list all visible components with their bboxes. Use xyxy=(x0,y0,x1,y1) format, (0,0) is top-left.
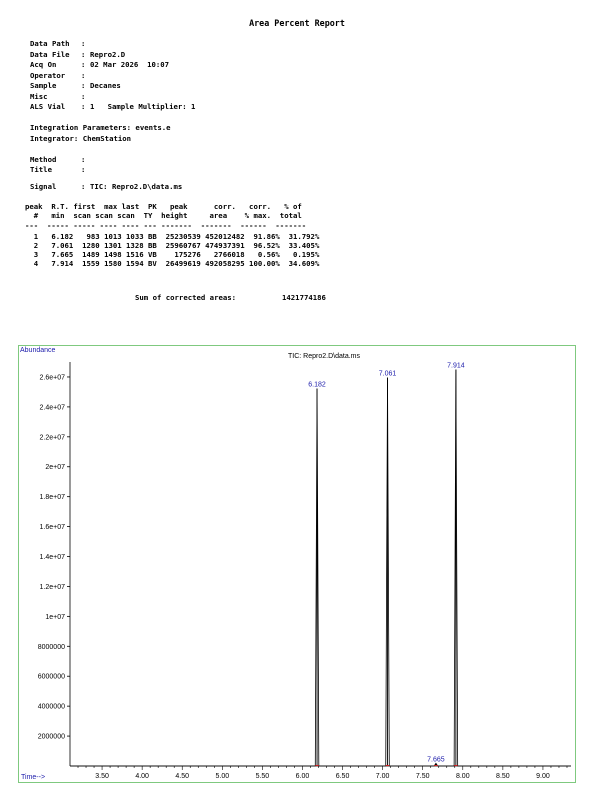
chromatogram-svg xyxy=(18,345,576,783)
header-field-sep: : xyxy=(81,70,86,80)
header-field-value: Decanes xyxy=(90,81,121,90)
y-tick-label: 4000000 xyxy=(37,703,65,711)
integrator: Integrator: ChemStation xyxy=(30,134,132,143)
y-tick-label: 2e+07 xyxy=(45,464,65,472)
signal-sep: : xyxy=(81,182,86,191)
header-field-label: Sample xyxy=(30,81,57,90)
chart-frame xyxy=(19,346,576,783)
table-row: 1 6.182 983 1013 1033 BB 25230539 452012482 91.86% 31.792% xyxy=(25,232,320,241)
report-header xyxy=(30,39,330,191)
y-axis-label: Abundance xyxy=(20,347,56,354)
x-axis xyxy=(70,766,571,780)
method-field-label: Method xyxy=(30,155,57,164)
x-tick-label: 9.00 xyxy=(536,773,550,780)
x-axis-label: Time--> xyxy=(21,774,46,781)
header-field-sep: : xyxy=(81,91,86,101)
report-title: Area Percent Report xyxy=(249,18,345,28)
y-tick-label: 2.6e+07 xyxy=(39,374,65,382)
peak-table xyxy=(25,203,505,283)
tic-trace xyxy=(70,369,571,766)
method-field-label: Title xyxy=(30,165,52,174)
header-field-label: Data Path xyxy=(30,39,70,48)
y-tick-label: 2.2e+07 xyxy=(39,434,65,442)
x-tick-label: 5.00 xyxy=(215,773,230,780)
y-tick-label: 1.6e+07 xyxy=(39,524,65,532)
y-tick-label: 2000000 xyxy=(37,733,65,741)
x-tick-label: 5.50 xyxy=(255,773,270,780)
header-field-value: 1 Sample Multiplier: 1 xyxy=(90,102,196,111)
x-tick-label: 8.00 xyxy=(455,773,470,780)
y-tick-label: 8000000 xyxy=(37,643,65,651)
x-tick-label: 4.00 xyxy=(135,773,149,780)
sum-label: Sum of corrected areas: xyxy=(135,293,237,302)
x-tick-label: 7.00 xyxy=(375,773,390,780)
y-tick-label: 1.4e+07 xyxy=(39,554,65,562)
header-field-value: Repro2.D xyxy=(90,49,126,59)
signal-label: Signal xyxy=(30,182,57,191)
header-field-sep: : xyxy=(81,60,86,69)
header-field-label: Acq On xyxy=(30,60,57,69)
y-tick-label: 1.8e+07 xyxy=(39,494,65,502)
header-field-sep: : xyxy=(81,81,86,90)
y-tick-label: 1.2e+07 xyxy=(39,583,65,591)
chromatogram-chart xyxy=(18,345,576,783)
tic-trace-line xyxy=(70,369,571,766)
header-field-label: Misc xyxy=(30,91,48,101)
header-field-label: ALS Vial xyxy=(30,102,66,111)
x-tick-label: 6.50 xyxy=(335,773,350,780)
header-field-value: 02 Mar 2026 10:07 xyxy=(90,60,170,69)
method-field-sep: : xyxy=(81,165,86,174)
signal-value: TIC: Repro2.D\data.ms xyxy=(90,182,183,191)
x-tick-label: 7.50 xyxy=(415,773,430,780)
table-header-2: # min scan scan scan TY height area % max. total xyxy=(25,211,302,220)
peak-label: 7.914 xyxy=(447,362,465,370)
sum-value: 1421774186 xyxy=(282,293,326,302)
table-rule: --- ----- ----- ---- ---- --- ------- ------- ------ ------- xyxy=(25,221,307,230)
y-tick-label: 2.4e+07 xyxy=(39,404,65,412)
y-tick-label: 6000000 xyxy=(37,673,65,681)
table-row: 4 7.914 1559 1580 1594 BV 26499619 492058295 100.00% 34.609% xyxy=(25,259,320,268)
peak-label: 7.061 xyxy=(378,370,397,378)
table-header-1: peak R.T. first max last PK peak corr. corr. % of xyxy=(25,202,302,211)
method-field-sep: : xyxy=(81,155,86,164)
header-field-sep: : xyxy=(81,49,86,59)
x-tick-label: 6.00 xyxy=(295,773,310,780)
integration-params: Integration Parameters: events.e xyxy=(30,123,171,132)
chart-title: TIC: Repro2.D\data.ms xyxy=(288,353,360,360)
table-row: 2 7.061 1280 1301 1328 BB 25960767 474937391 96.52% 33.405% xyxy=(25,241,320,250)
peak-label: 7.665 xyxy=(427,756,445,764)
x-tick-label: 8.50 xyxy=(496,773,510,780)
table-row: 3 7.665 1489 1498 1516 VB 175276 2766018 0.56% 0.195% xyxy=(25,250,320,259)
header-field-sep: : xyxy=(81,39,86,48)
y-tick-label: 1e+07 xyxy=(45,613,65,621)
peak-label: 6.182 xyxy=(308,381,326,389)
sum-line xyxy=(135,294,435,306)
x-tick-label: 4.50 xyxy=(175,773,190,780)
x-tick-label: 3.50 xyxy=(95,773,109,780)
header-field-sep: : xyxy=(81,102,86,111)
header-field-label: Data File xyxy=(30,49,70,59)
y-axis xyxy=(38,362,70,766)
header-field-label: Operator xyxy=(30,70,66,80)
